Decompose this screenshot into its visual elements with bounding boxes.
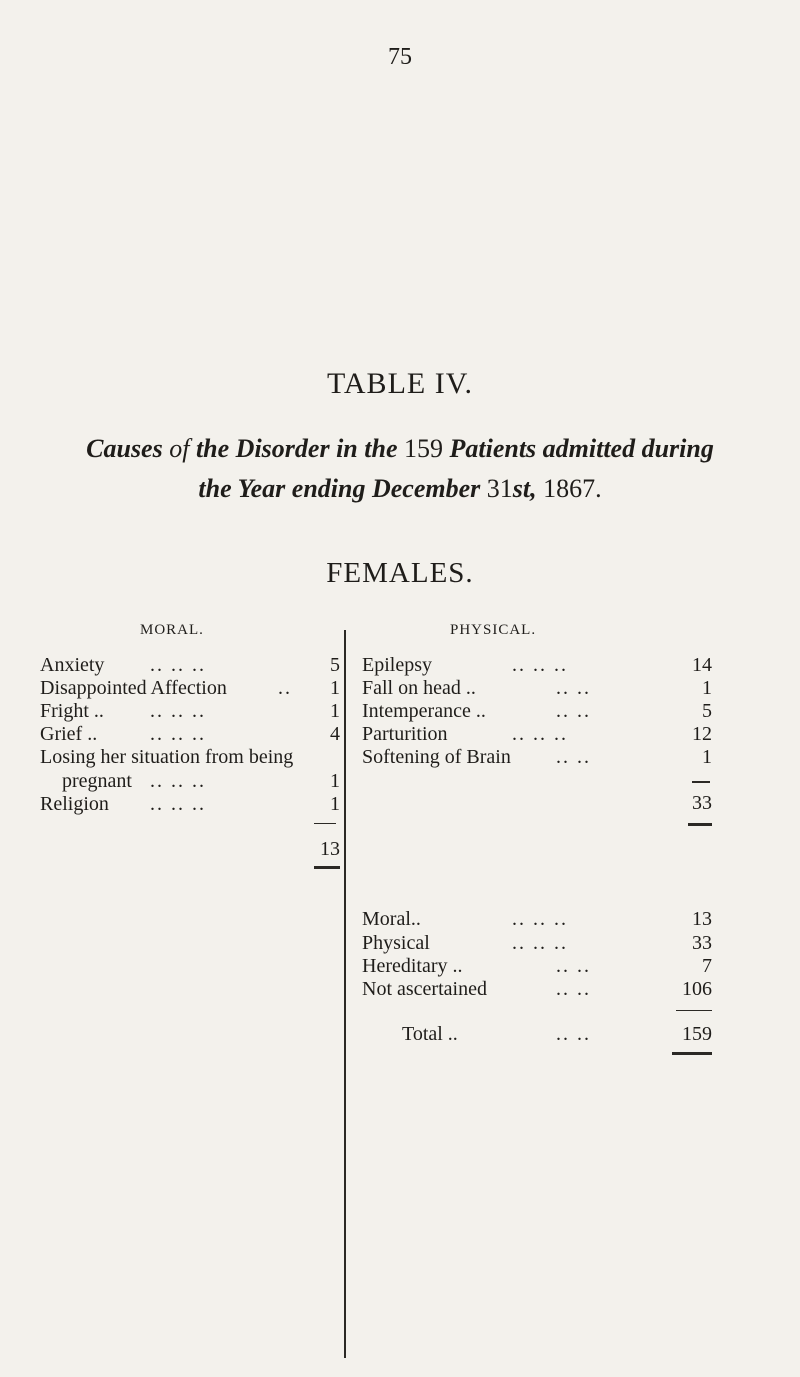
row-value: 1 xyxy=(330,770,340,792)
caption-text: the Year ending December xyxy=(198,474,481,503)
row-dots: .. .. xyxy=(556,677,591,699)
row-value: 5 xyxy=(702,700,712,722)
row-dots: .. .. .. xyxy=(150,770,206,792)
row-label: Moral.. xyxy=(362,908,421,930)
row-label: Disappointed Affection xyxy=(40,677,227,699)
row-value: 1 xyxy=(330,677,340,699)
total-rule xyxy=(314,866,340,869)
row-label: Intemperance .. xyxy=(362,700,486,722)
row-label: Softening of Brain xyxy=(362,746,511,768)
row-dots: .. .. xyxy=(556,746,591,768)
row-value: 1 xyxy=(702,746,712,768)
row-label: Anxiety xyxy=(40,654,105,676)
row-value: 1 xyxy=(330,700,340,722)
row-label: Grief .. xyxy=(40,723,98,745)
row-label: Hereditary .. xyxy=(362,955,463,977)
total-rule xyxy=(672,1052,712,1055)
row-dots: .. .. xyxy=(556,700,591,722)
physical-total-value: 33 xyxy=(692,792,712,814)
row-dots: .. .. xyxy=(556,955,591,977)
caption-line-1 xyxy=(0,434,800,464)
row-value: 13 xyxy=(692,908,712,930)
row-dots: .. xyxy=(278,677,292,699)
physical-heading: PHYSICAL. xyxy=(450,622,537,638)
total-rule xyxy=(688,823,712,826)
row-value: 33 xyxy=(692,932,712,954)
row-dots: .. .. .. xyxy=(150,793,206,815)
page-number: 75 xyxy=(388,44,412,70)
caption-year: 1867. xyxy=(543,474,602,503)
total-rule xyxy=(314,823,336,824)
row-dots: .. .. .. xyxy=(512,654,568,676)
column-divider xyxy=(344,630,346,1358)
row-label: Physical xyxy=(362,932,430,954)
caption-line-2 xyxy=(0,474,800,504)
caption-text: st, xyxy=(512,474,537,503)
row-dots: .. .. .. xyxy=(150,723,206,745)
row-label: Epilepsy xyxy=(362,654,432,676)
row-value: 7 xyxy=(702,955,712,977)
row-dots: .. .. .. xyxy=(512,932,568,954)
row-value: 106 xyxy=(682,978,712,1000)
caption-text: the Disorder in the xyxy=(195,434,398,463)
row-dots: .. .. .. xyxy=(150,700,206,722)
caption-day: 31 xyxy=(486,474,513,503)
total-label: Total .. xyxy=(402,1023,458,1045)
table-title: TABLE IV. xyxy=(326,367,474,400)
moral-total-value: 13 xyxy=(320,838,340,860)
caption-text: Causes xyxy=(86,434,163,463)
total-rule xyxy=(676,1010,712,1011)
row-label: Religion xyxy=(40,793,109,815)
total-rule xyxy=(692,781,710,783)
row-value: 5 xyxy=(330,654,340,676)
grand-total-value: 159 xyxy=(682,1023,712,1045)
row-label: Fright .. xyxy=(40,700,104,722)
row-value: 12 xyxy=(692,723,712,745)
row-dots: .. .. .. xyxy=(150,654,206,676)
caption-text: Patients admitted during xyxy=(449,434,714,463)
row-label: Parturition xyxy=(362,723,448,745)
caption-text: of xyxy=(169,434,190,463)
row-value: 14 xyxy=(692,654,712,676)
row-dots: .. .. .. xyxy=(512,723,568,745)
row-dots: .. .. xyxy=(556,1023,591,1045)
row-label: Losing her situation from being xyxy=(40,746,294,768)
section-subtitle: FEMALES. xyxy=(326,557,474,589)
row-dots: .. .. .. xyxy=(512,908,568,930)
row-value: 4 xyxy=(330,723,340,745)
caption-patient-count: 159 xyxy=(403,434,443,463)
row-dots: .. .. xyxy=(556,978,591,1000)
row-label: Not ascertained xyxy=(362,978,487,1000)
row-label: Fall on head .. xyxy=(362,677,476,699)
moral-heading: MORAL. xyxy=(140,622,204,638)
row-value: 1 xyxy=(330,793,340,815)
row-label: pregnant xyxy=(62,770,132,792)
row-value: 1 xyxy=(702,677,712,699)
